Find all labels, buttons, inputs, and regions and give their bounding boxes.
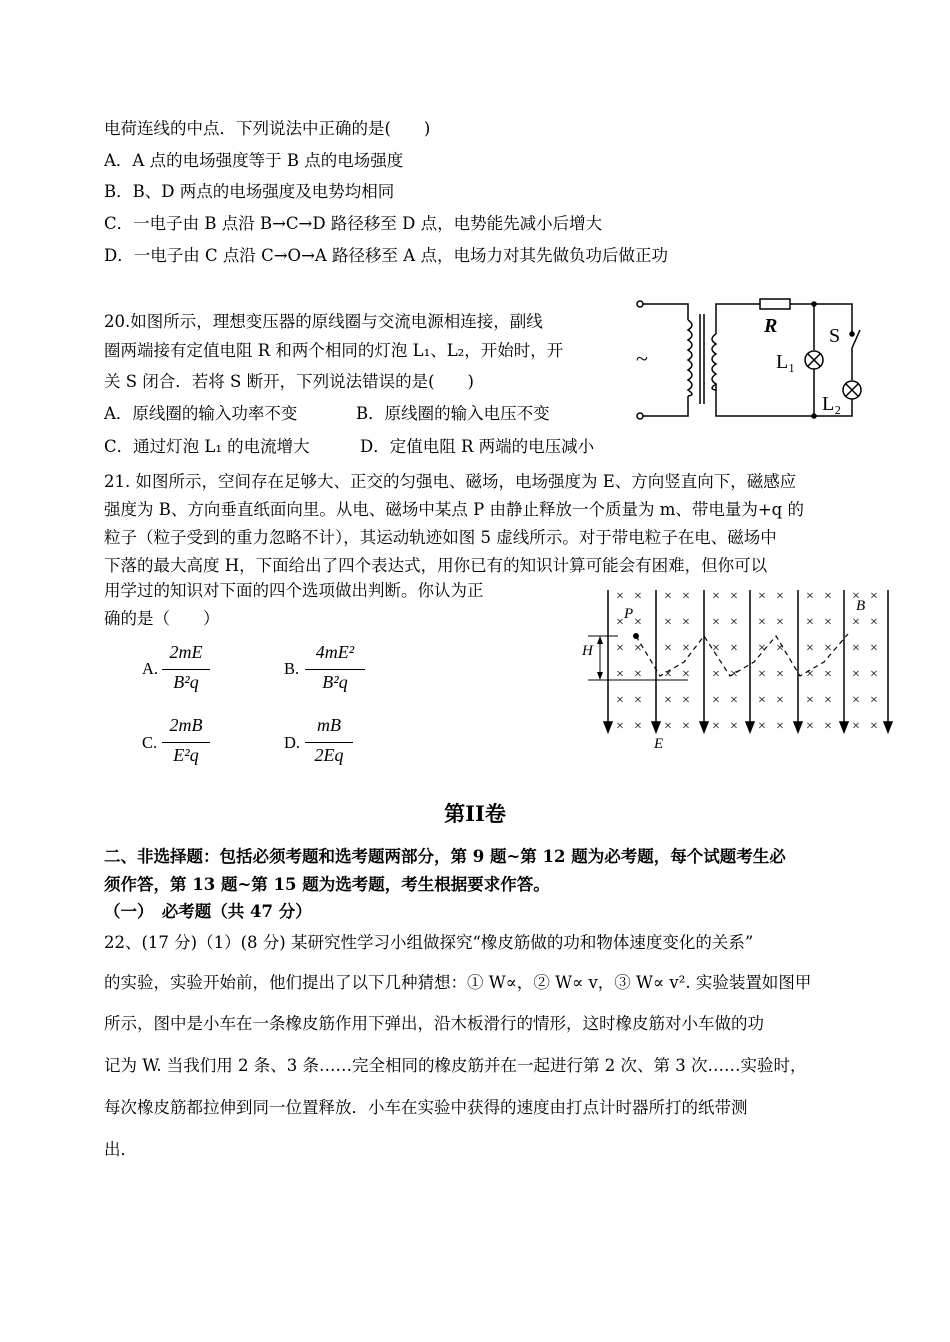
- b-field-cross: ×: [682, 641, 690, 656]
- lamp2-label: L₂: [822, 393, 842, 415]
- b-field-cross: ×: [806, 667, 814, 682]
- q22-line-4: 记为 W. 当我们用 2 条、3 条……完全相同的橡皮筋并在一起进行第 2 次、第 3 次……实验时，: [104, 1056, 807, 1075]
- b-field-cross: ×: [616, 615, 624, 630]
- b-field-cross: ×: [870, 719, 878, 734]
- q20-option-b: B．原线圈的输入电压不变: [356, 404, 550, 423]
- q21-option-b-numerator: 4mE²: [315, 642, 355, 662]
- e-field-arrowhead: [884, 722, 892, 732]
- q21-option-a-label: A.: [142, 659, 159, 678]
- q21-line-5: 用学过的知识对下面的四个选项做出判断。你认为正: [104, 581, 484, 600]
- b-field-cross: ×: [712, 719, 720, 734]
- b-field-cross: ×: [616, 589, 624, 604]
- b-field-cross: ×: [730, 719, 738, 734]
- e-field-arrowhead: [746, 722, 754, 732]
- q21-line-6: 确的是（ ）: [104, 609, 220, 628]
- b-field-cross: ×: [616, 693, 624, 708]
- q21-option-b-denominator: B²q: [322, 672, 348, 692]
- b-field-cross: ×: [852, 615, 860, 630]
- ac-source-label: ~: [636, 346, 648, 371]
- b-field-cross: ×: [806, 615, 814, 630]
- q21-line-1: 21. 如图所示，空间存在足够大、正交的匀强电、磁场，电场强度为 E、方向竖直向下，磁感应: [104, 472, 797, 491]
- b-field-cross: ×: [634, 667, 642, 682]
- section-title: 第II卷: [444, 801, 506, 826]
- b-field-cross: ×: [664, 719, 672, 734]
- q20-line-3: 关 S 闭合．若将 S 断开，下列说法错误的是( ): [104, 372, 474, 391]
- b-field-cross: ×: [634, 615, 642, 630]
- q22-line-3: 所示，图中是小车在一条橡皮筋作用下弹出，沿木板滑行的情形，这时橡皮筋对小车做的功: [104, 1014, 764, 1033]
- p-point-label: P: [624, 606, 634, 622]
- q21-option-d-fraction: [305, 715, 353, 771]
- b-field-cross: ×: [870, 589, 878, 604]
- b-field-cross: ×: [730, 693, 738, 708]
- e-field-arrowhead: [652, 722, 660, 732]
- b-field-cross: ×: [852, 719, 860, 734]
- b-field-cross: ×: [824, 589, 832, 604]
- b-field-cross: ×: [776, 615, 784, 630]
- q19-option-a: A．A 点的电场强度等于 B 点的电场强度: [104, 151, 404, 170]
- q20-option-a: A．原线圈的输入功率不变: [104, 404, 298, 423]
- q21-option-b-fraction: [305, 642, 365, 698]
- q20-option-d: D．定值电阻 R 两端的电压减小: [360, 437, 595, 456]
- b-field-cross: ×: [730, 641, 738, 656]
- b-field-cross: ×: [852, 667, 860, 682]
- b-field-cross: ×: [682, 667, 690, 682]
- b-field-cross: ×: [758, 693, 766, 708]
- q22-line-5: 每次橡皮筋都拉伸到同一位置释放．小车在实验中获得的速度由打点计时器所打的纸带测: [104, 1098, 748, 1117]
- b-field-cross: ×: [616, 667, 624, 682]
- b-field-cross: ×: [634, 719, 642, 734]
- b-field-cross: ×: [712, 641, 720, 656]
- b-field-cross: ×: [824, 693, 832, 708]
- b-field-cross: ×: [730, 667, 738, 682]
- q22-line-6: 出．: [104, 1140, 137, 1159]
- b-field-cross: ×: [758, 641, 766, 656]
- b-field-cross: ×: [664, 693, 672, 708]
- b-field-cross: ×: [712, 589, 720, 604]
- q21-option-c-label: C.: [142, 733, 158, 752]
- b-field-cross: ×: [758, 589, 766, 604]
- b-field-cross: ×: [682, 589, 690, 604]
- q19-option-d: D．一电子由 C 点沿 C→O→A 路径移至 A 点，电场力对其先做负功后做正功: [104, 246, 668, 265]
- b-field-cross: ×: [664, 589, 672, 604]
- b-field-cross: ×: [758, 615, 766, 630]
- q19-option-b: B．B、D 两点的电场强度及电势均相同: [104, 182, 395, 201]
- b-field-cross: ×: [758, 667, 766, 682]
- e-field-arrowhead: [604, 722, 612, 732]
- q20-option-c: C．通过灯泡 L₁ 的电流增大: [104, 437, 310, 456]
- b-field-cross: ×: [776, 667, 784, 682]
- q21-option-c-denominator: E²q: [173, 745, 199, 765]
- b-field-cross: ×: [806, 589, 814, 604]
- e-field-arrowhead: [794, 722, 802, 732]
- b-field-cross: ×: [616, 719, 624, 734]
- q20-line-1: 20.如图所示，理想变压器的原线圈与交流电源相连接，副线: [104, 312, 543, 331]
- b-field-cross: ×: [806, 719, 814, 734]
- b-field-cross: ×: [824, 615, 832, 630]
- b-field-cross: ×: [852, 589, 860, 604]
- b-field-cross: ×: [870, 693, 878, 708]
- q21-option-a-denominator: B²q: [173, 672, 199, 692]
- b-field-cross: ×: [664, 615, 672, 630]
- b-field-label: B: [856, 598, 866, 614]
- q21-option-d-denominator: 2Eq: [314, 745, 344, 765]
- b-field-cross: ×: [730, 589, 738, 604]
- b-field-cross: ×: [776, 641, 784, 656]
- lamp1-label: L₁: [776, 351, 796, 373]
- e-field-arrowhead: [700, 722, 708, 732]
- transformer-circuit-figure: [630, 292, 870, 422]
- height-label: H: [582, 643, 593, 659]
- b-field-cross: ×: [712, 667, 720, 682]
- section-heading-line-2: 须作答，第 13 题~第 15 题为选考题，考生根据要求作答。: [104, 875, 550, 894]
- b-field-cross: ×: [824, 719, 832, 734]
- e-field-label: E: [654, 736, 664, 752]
- b-field-cross: ×: [852, 693, 860, 708]
- section-sub-heading: （一） 必考题（共 47 分）: [104, 902, 312, 921]
- b-field-cross: ×: [616, 641, 624, 656]
- b-field-cross: ×: [852, 641, 860, 656]
- q21-option-a-numerator: 2mE: [169, 642, 203, 662]
- b-field-cross: ×: [664, 641, 672, 656]
- b-field-cross: ×: [776, 589, 784, 604]
- b-field-cross: ×: [634, 589, 642, 604]
- b-field-cross: ×: [682, 719, 690, 734]
- b-field-cross: ×: [664, 667, 672, 682]
- b-field-cross: ×: [634, 693, 642, 708]
- q20-line-2: 圈两端接有定值电阻 R 和两个相同的灯泡 L₁、L₂，开始时，开: [104, 341, 564, 360]
- b-field-cross: ×: [730, 615, 738, 630]
- q21-line-2: 强度为 B、方向垂直纸面向里。从电、磁场中某点 P 由静止释放一个质量为 m、带电量为+q 的: [104, 500, 804, 519]
- q21-option-d-label: D.: [284, 733, 301, 752]
- q21-option-d-numerator: mB: [317, 715, 341, 735]
- b-field-cross: ×: [712, 615, 720, 630]
- q21-line-4: 下落的最大高度 H，下面给出了四个表达式，用你已有的知识计算可能会有困难，但你可以: [104, 556, 768, 575]
- b-field-cross: ×: [824, 667, 832, 682]
- b-field-cross: ×: [776, 719, 784, 734]
- q21-option-c-numerator: 2mB: [169, 715, 203, 735]
- q22-line-1: 22、(17 分)（1）(8 分) 某研究性学习小组做探究“橡皮筋做的功和物体速度变化的关系”: [104, 933, 754, 952]
- b-field-cross: ×: [776, 693, 784, 708]
- q21-option-b-label: B.: [284, 659, 300, 678]
- q19-stem-tail: 电荷连线的中点．下列说法中正确的是( ): [104, 119, 431, 138]
- b-field-cross: ×: [682, 615, 690, 630]
- b-field-cross: ×: [824, 641, 832, 656]
- em-field-figure: [578, 584, 896, 754]
- q21-line-3: 粒子（粒子受到的重力忽略不计），其运动轨迹如图 5 虚线所示。对于带电粒子在电、磁场中: [104, 528, 777, 547]
- q21-option-a-fraction: [162, 642, 210, 698]
- q22-line-2: 的实验，实验开始前，他们提出了以下几种猜想：① W∝，② W∝ v，③ W∝ v². 实验装置如图甲: [104, 973, 812, 992]
- b-field-cross: ×: [806, 693, 814, 708]
- b-field-cross: ×: [870, 667, 878, 682]
- b-field-cross: ×: [870, 615, 878, 630]
- section-heading-line-1: 二、非选择题：包括必须考题和选考题两部分，第 9 题~第 12 题为必考题，每个试题考生必: [104, 847, 786, 866]
- b-field-cross: ×: [682, 693, 690, 708]
- q21-option-c-fraction: [162, 715, 210, 771]
- resistor-label: R: [764, 315, 778, 337]
- b-field-cross: ×: [870, 641, 878, 656]
- switch-label: S: [829, 325, 841, 347]
- b-field-cross: ×: [806, 641, 814, 656]
- b-field-cross: ×: [712, 693, 720, 708]
- e-field-arrowhead: [840, 722, 848, 732]
- q19-option-c: C．一电子由 B 点沿 B→C→D 路径移至 D 点，电势能先减小后增大: [104, 214, 603, 233]
- b-field-cross: ×: [758, 719, 766, 734]
- b-field-cross: ×: [634, 641, 642, 656]
